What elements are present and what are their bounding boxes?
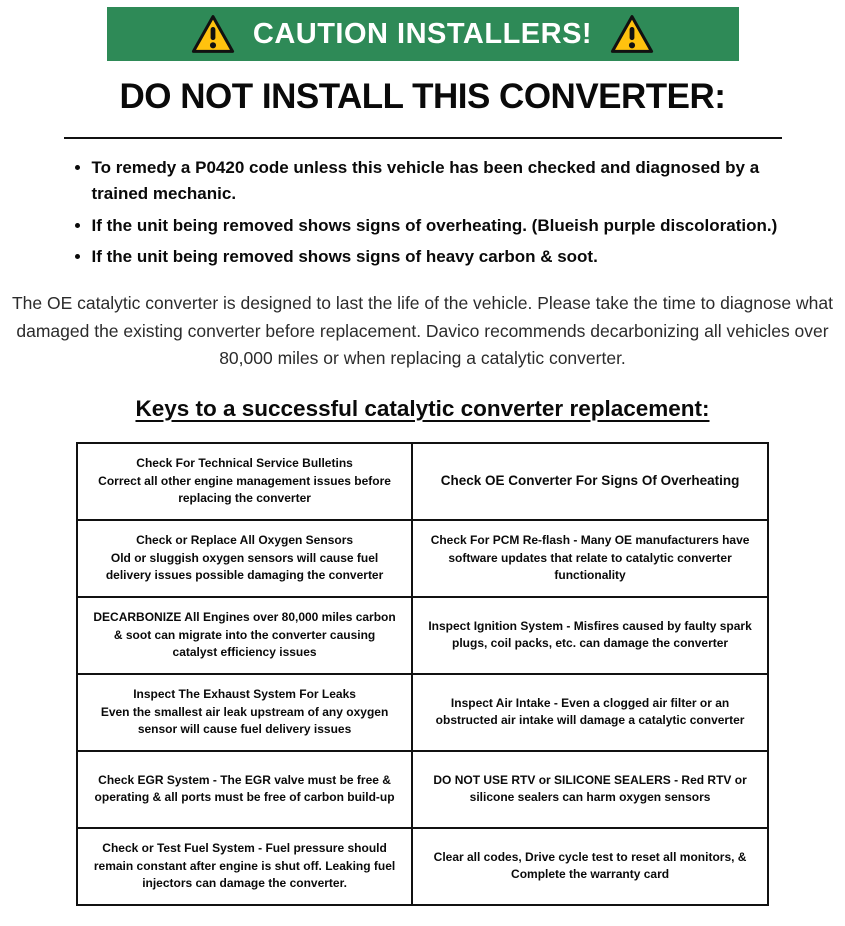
warning-list-item: • If the unit being removed shows signs of overheating. (Blueish purple discoloration.) [92, 213, 782, 239]
table-cell [412, 674, 768, 751]
table-cell [77, 751, 412, 828]
table-row [77, 751, 768, 828]
table-cell-line: Inspect Air Intake - Even a clogged air filter or an obstructed air intake will damage a catalytic converter [435, 695, 745, 728]
warning-triangle-icon [191, 14, 235, 54]
table-row [77, 520, 768, 597]
table-cell [77, 520, 412, 597]
table-cell-line: Check or Test Fuel System - Fuel pressure should remain constant after engine is shut off. Leaking fuel injectors can damage the converter. [93, 841, 396, 890]
table-cell-line: Even the smallest air leak upstream of any oxygen sensor will cause fuel delivery issues [100, 704, 389, 736]
keys-table [76, 442, 769, 906]
banner-title: CAUTION INSTALLERS! [252, 17, 593, 50]
table-cell-line: Inspect Ignition System - Misfires caused by faulty spark plugs, coil packs, etc. can damage the converter [428, 618, 752, 651]
table-cell-line: Check OE Converter For Signs Of Overheating [440, 473, 740, 489]
warning-list-item: • If the unit being removed shows signs of heavy carbon & soot. [92, 244, 782, 270]
table-cell [412, 520, 768, 597]
table-cell [412, 828, 768, 905]
table-cell-line: Old or sluggish oxygen sensors will cause fuel delivery issues possible damaging the converter [105, 550, 384, 582]
intro-paragraph: The OE catalytic converter is designed to last the life of the vehicle. Please take the time to diagnose what damaged the existing converter before replacement. Davico recommends decarbonizing all vehicles over 80,000 miles or when replacing a catalytic converter. [11, 293, 833, 368]
table-cell-line: DECARBONIZE All Engines over 80,000 miles carbon & soot can migrate into the converter causing catalyst efficiency issues [93, 610, 396, 659]
table-cell-line: Clear all codes, Drive cycle test to reset all monitors, & Complete the warranty card [433, 849, 747, 882]
table-cell [77, 597, 412, 674]
table-cell-line: Check For Technical Service Bulletins [136, 456, 353, 471]
table-cell [412, 443, 768, 520]
table-cell [77, 674, 412, 751]
warning-list [64, 155, 782, 270]
flyer-page [0, 7, 845, 906]
table-row [77, 828, 768, 905]
divider-rule [64, 137, 782, 139]
table-cell [77, 828, 412, 905]
table-cell-line: Correct all other engine management issues before replacing the converter [98, 473, 391, 505]
page-title: DO NOT INSTALL THIS CONVERTER: [119, 77, 726, 116]
table-row [77, 443, 768, 520]
warning-list-item: • To remedy a P0420 code unless this vehicle has been checked and diagnosed by a trained mechanic. [92, 155, 782, 208]
table-row [77, 674, 768, 751]
table-cell [412, 751, 768, 828]
table-row [77, 597, 768, 674]
table-cell [412, 597, 768, 674]
warning-triangle-icon [610, 14, 654, 54]
caution-banner [107, 7, 739, 61]
table-cell-line: DO NOT USE RTV or SILICONE SEALERS - Red RTV or silicone sealers can harm oxygen sensors [433, 772, 747, 805]
table-cell-line: Check EGR System - The EGR valve must be free & operating & all ports must be free of carbon build-up [94, 772, 395, 805]
table-cell-line: Check or Replace All Oxygen Sensors [136, 533, 354, 548]
table-cell-line: Inspect The Exhaust System For Leaks [133, 687, 356, 702]
keys-heading: Keys to a successful catalytic converter replacement: [135, 395, 710, 421]
table-cell-line: Check For PCM Re-flash - Many OE manufacturers have software updates that relate to catalytic converter functionality [430, 533, 750, 582]
table-cell [77, 443, 412, 520]
keys-table-body [77, 443, 768, 905]
